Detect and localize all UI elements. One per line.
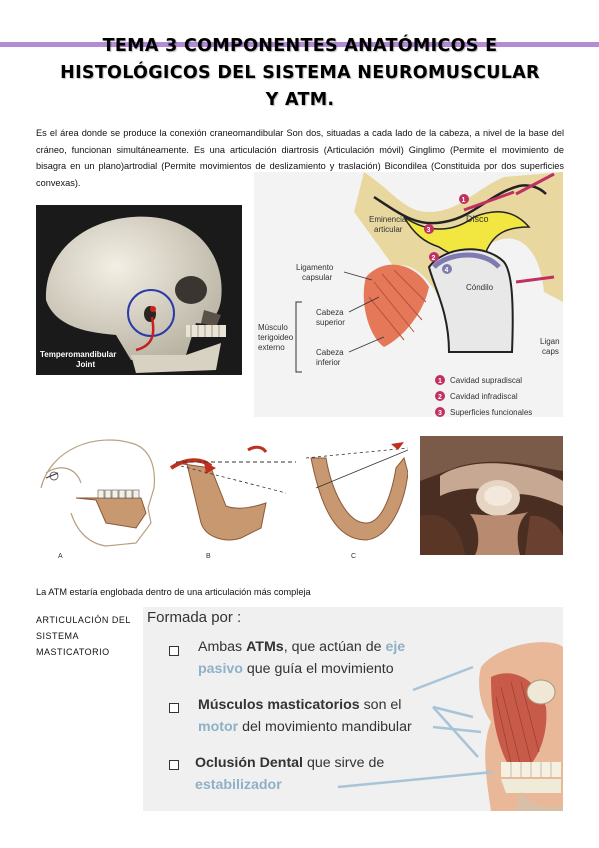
legend-text-2: Cavidad infradiscal	[450, 392, 518, 401]
item-1-pre: Ambas	[198, 639, 247, 655]
tmj-cross-section	[254, 172, 563, 417]
marker-1: 1	[461, 197, 466, 204]
item-1-post: que guía el movimiento	[242, 661, 394, 677]
legend-num-3: 3	[438, 410, 442, 417]
skull-label-2: Joint	[76, 360, 96, 369]
item-3-bold: Oclusión Dental	[195, 755, 303, 771]
skull-label-1: Temperomandibular	[40, 350, 117, 359]
item-1-accent-1: eje	[385, 639, 406, 655]
marker-4: 4	[444, 267, 449, 274]
skull-photo	[36, 205, 242, 375]
item-2-line-2	[198, 717, 412, 737]
label-cabeza-inf-1: Cabeza	[316, 348, 344, 357]
title-line-3: Y ATM.	[265, 90, 335, 110]
item-3-mid: que sirve de	[303, 755, 385, 771]
intro-paragraph: Es el área donde se produce la conexión craneomandibular Son dos, situadas a cada lado de la cabeza, a nivel de la base del cráneo, funcionan simultáneamente. Es una articulación diartrosis (Articulación móvil) Ginglimo (Permite el movimiento de bisagra en un plano)artrodial (Permite movimientos de deslizamiento y traslación) Bicondilea (Constituida por dos superficies convexas).	[36, 128, 564, 188]
title-line-2: HISTOLÓGICOS DEL SISTEMA NEUROMUSCULAR	[60, 63, 540, 83]
legend-num-2: 2	[438, 394, 442, 401]
label-ligamento-2: capsular	[302, 273, 333, 282]
section-label-line-1: ARTICULACIÓN DEL	[36, 615, 131, 625]
item-1-line-2	[198, 659, 394, 679]
tmj-diagram	[254, 172, 563, 417]
label-articular: articular	[374, 225, 403, 234]
label-ligamento-1: Ligamento	[296, 263, 334, 272]
item-2-post: del movimiento mandibular	[238, 719, 412, 735]
item-2-line-1	[198, 695, 401, 715]
marker-2: 2	[431, 255, 436, 262]
legend-text-3: Superficies funcionales	[450, 408, 533, 417]
item-1-accent-2: pasivo	[198, 661, 243, 677]
section-label-line-2: SISTEMA	[36, 631, 80, 641]
label-disco: Disco	[466, 214, 489, 224]
figure-label-c: C	[351, 553, 357, 560]
label-eminencia: Eminencia	[369, 215, 407, 224]
label-musculo-2: terigoideo	[258, 333, 294, 342]
label-cabeza-inf-2: inferior	[316, 358, 341, 367]
panel-title: Formada por :	[147, 609, 242, 626]
item-2-bold: Músculos masticatorios	[198, 697, 360, 713]
marker-3: 3	[426, 227, 431, 234]
label-cabeza-sup-1: Cabeza	[316, 308, 344, 317]
page-title	[20, 33, 580, 114]
condyle-photo	[420, 436, 563, 555]
legend-num-1: 1	[438, 378, 442, 385]
item-1-bold: ATMs	[246, 639, 284, 655]
figure-label-a: A	[58, 553, 63, 560]
section-label-line-3: MASTICATORIO	[36, 647, 110, 657]
masticatory-system-panel	[143, 607, 563, 811]
item-3-line-1	[195, 753, 384, 773]
section-label	[36, 612, 136, 660]
label-condilo: Cóndilo	[466, 283, 494, 292]
label-musculo-1: Músculo	[258, 323, 288, 332]
title-line-1: TEMA 3 COMPONENTES ANATÓMICOS E	[102, 36, 498, 56]
jaw-movement-illustration	[36, 428, 408, 563]
item-1-line-1	[198, 637, 405, 657]
label-cabeza-sup-2: superior	[316, 318, 345, 327]
condyle-photo-illustration	[420, 436, 563, 555]
item-2-accent: motor	[198, 719, 239, 735]
label-musculo-3: externo	[258, 343, 285, 352]
label-ligamento-right-1: Ligan	[540, 337, 560, 346]
jaw-movement-figures	[36, 428, 408, 563]
bullet-1	[169, 646, 179, 656]
figure-caption: La ATM estaría englobada dentro de una articulación más compleja	[36, 587, 311, 597]
figure-label-b: B	[206, 553, 211, 560]
item-3-accent: estabilizador	[195, 777, 282, 793]
item-2-mid: son el	[359, 697, 402, 713]
item-3-line-2	[195, 775, 282, 795]
legend-text-1: Cavidad supradiscal	[450, 376, 523, 385]
label-ligamento-right-2: caps	[542, 347, 559, 356]
bullet-3	[169, 760, 179, 770]
skull-illustration	[36, 205, 242, 375]
bullet-2	[169, 703, 179, 713]
item-1-mid: , que actúan de	[283, 639, 386, 655]
